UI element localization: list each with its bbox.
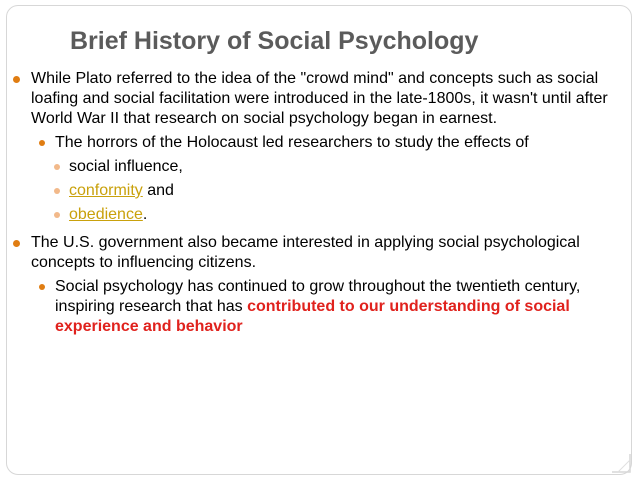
bullet-dot-icon — [39, 140, 45, 146]
bullet-twentieth-century — [9, 277, 629, 337]
bullet-plato — [9, 69, 629, 129]
social-influence-text: social influence, — [69, 158, 183, 175]
bullet-government — [9, 233, 629, 273]
bullet-dot-icon — [39, 284, 45, 290]
bullet-dot-icon — [54, 188, 60, 194]
bullet-twentieth-lead: Social psychology has continued to grow throughout the twentieth century, inspiring research that has — [55, 278, 581, 315]
corner-decoration-icon — [610, 452, 632, 474]
bullet-government-text: The U.S. government also became interested in applying social psychological concepts to influencing citizens. — [31, 234, 580, 271]
bullet-holocaust-text: The horrors of the Holocaust led researchers to study the effects of — [55, 134, 529, 151]
bullet-dot-icon — [13, 76, 20, 83]
conformity-link[interactable]: conformity — [69, 182, 143, 199]
slide-body — [9, 69, 629, 337]
obedience-tail: . — [142, 206, 148, 223]
bullet-dot-icon — [13, 240, 20, 247]
list-item-obedience — [9, 205, 629, 225]
bullet-plato-text: While Plato referred to the idea of the "crowd mind" and concepts such as social loafing and social facilitation were introduced in the late-1800s, it wasn't until after World War II that research on social psychology began in earnest. — [31, 70, 608, 127]
bullet-twentieth-emphasis: contributed to our understanding of social experience and behavior — [55, 298, 570, 335]
list-item-conformity — [9, 181, 629, 201]
list-item-social-influence — [9, 157, 629, 177]
obedience-link[interactable]: obedience — [69, 206, 143, 223]
bullet-holocaust — [9, 133, 629, 153]
slide-title: Brief History of Social Psychology — [70, 27, 479, 55]
bullet-dot-icon — [54, 164, 60, 170]
bullet-dot-icon — [54, 212, 60, 218]
conformity-tail: and — [142, 182, 174, 199]
